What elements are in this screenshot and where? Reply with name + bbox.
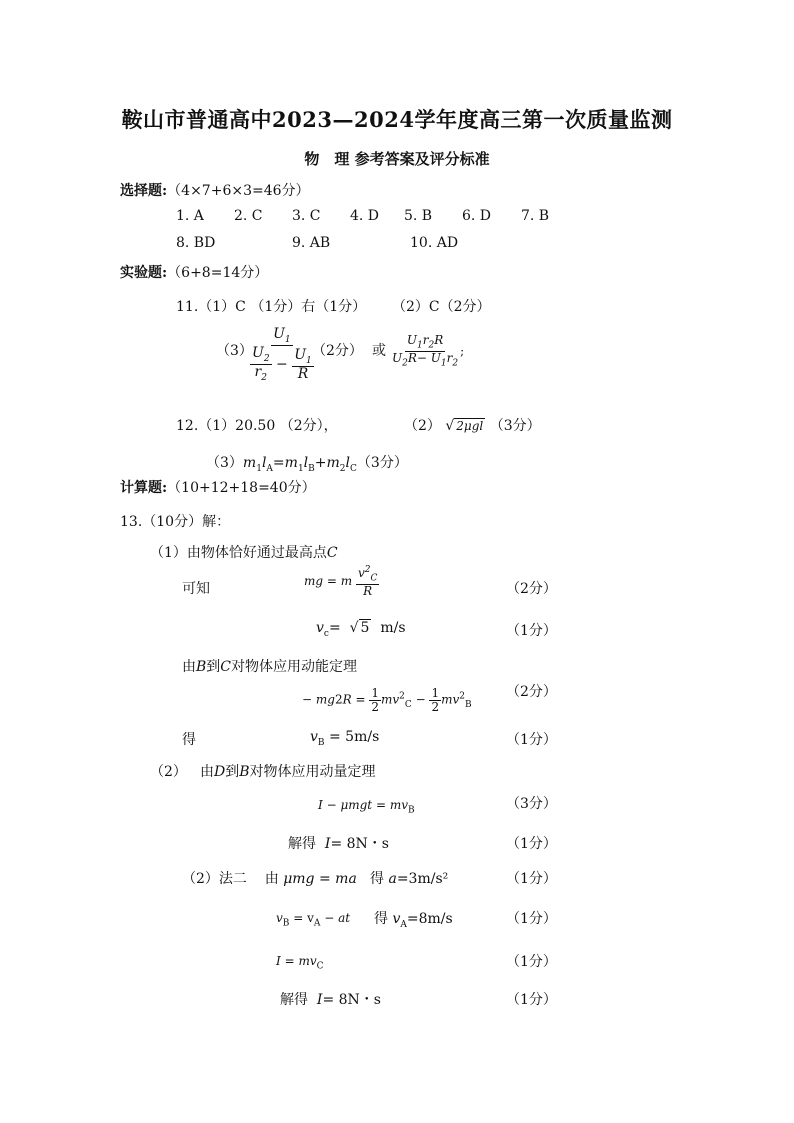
q13-score-h: （1分）	[506, 911, 557, 927]
calc-score: （10+12+18=40分）	[167, 480, 316, 496]
q13-eq-va: $v_B = v_A$ − at	[276, 911, 351, 929]
page-subtitle: 物 理 参考答案及评分标准	[304, 150, 490, 168]
q13-score-a: （2分）	[506, 581, 557, 597]
page-title: 鞍山市普通高中2023—2024学年度高三第一次质量监测	[121, 107, 673, 132]
q13-b-to-c: 由B到C对物体应用动能定理	[182, 659, 358, 675]
q11-formula-2: $\frac{U_1r_2R}{U_2R- U_1r_2}$ ;	[392, 333, 465, 369]
choice-answer-5: 5. B	[404, 208, 433, 224]
q13-va-result: 得 $v_A=8m/s$	[374, 911, 453, 930]
q13-jiede-2: 解得 I= 8N・s	[280, 992, 381, 1008]
choice-section-header	[120, 180, 310, 200]
experiment-section-header	[120, 262, 268, 282]
q13-de: 得	[182, 732, 196, 748]
q13-eq-vc: $v_c=$ √ 5 m/s	[316, 620, 406, 639]
q12-part2	[404, 415, 541, 435]
calc-label: 计算题:	[120, 480, 168, 496]
q13-fa2: （2）法二 由 μmg = ma	[182, 871, 357, 887]
q13-eq-i-mvc: $I = mv_C$	[276, 954, 324, 972]
q13-eq-impulse: $I - \mu mgt = mv_B$	[318, 798, 415, 816]
choice-answer-1: 1. A	[176, 208, 204, 224]
choice-answer-10: 10. AD	[410, 235, 459, 251]
q12-part2-prefix: （2）	[404, 418, 441, 434]
q13-score-g: （1分）	[506, 871, 557, 887]
q12-part2-score: （3分）	[489, 418, 541, 434]
q13-header: 13.（10分）解：	[120, 514, 231, 530]
sqrt-icon: √	[445, 418, 455, 434]
choice-answer-4: 4. D	[350, 208, 380, 224]
choice-score: （4×7+6×3=46分）	[167, 183, 310, 199]
q13-score-i: （1分）	[506, 954, 557, 970]
choice-answer-6: 6. D	[462, 208, 492, 224]
q13-p2-intro: 由D到B对物体应用动量定理	[200, 764, 376, 780]
q11-part2: （2）C（2分）	[392, 299, 491, 315]
q13-score-j: （1分）	[506, 992, 557, 1008]
q12-part3-score: （3分）	[356, 455, 408, 471]
q12-part3-prefix: （3）	[206, 455, 243, 471]
q13-p2-label: （2）	[150, 764, 187, 780]
sqrt-icon-2: √	[349, 620, 359, 636]
q13-eq-energy: − mg2R = $\frac{1}{2}$ $mv^2_C$ − $\frac{1}{2}$ $mv^2_B$	[302, 686, 472, 714]
q13-jiede-1: 解得 I= 8N・s	[288, 836, 389, 852]
q11-part3-or: 或	[372, 343, 386, 359]
q13-score-b: （1分）	[506, 623, 557, 639]
q11-formula-1: $U_1$ $\frac{U_2}{r_2}$ − $\frac{U_1}{R}$	[252, 326, 312, 384]
q11-part1: 11.（1）C （1分）右（1分）	[176, 299, 367, 315]
q13-score-d: （1分）	[506, 732, 557, 748]
q11-part3-score: （2分）	[312, 343, 363, 359]
experiment-score: （6+8=14分）	[167, 265, 269, 281]
experiment-label: 实验题:	[120, 265, 168, 281]
q13-p1-intro: （1）由物体恰好通过最高点C	[150, 545, 338, 561]
choice-answer-8: 8. BD	[176, 235, 216, 251]
q12-part3: $(3)m_1l_A=m_1l_B+m_2l_C(3$分）	[206, 455, 408, 474]
choice-answer-3: 3. C	[292, 208, 321, 224]
calc-section-header	[120, 477, 316, 497]
q11-part3-prefix: （3）	[216, 343, 253, 359]
q13-score-f: （1分）	[506, 836, 557, 852]
choice-answer-7: 7. B	[521, 208, 550, 224]
q13-score-e: （3分）	[506, 796, 557, 812]
choice-answer-2: 2. C	[234, 208, 263, 224]
q13-score-c: （2分）	[506, 684, 557, 700]
q12-sqrt-value: 2μgl	[456, 419, 484, 433]
q13-eq-mg: mg = m $\frac{v^2_C}{R}$	[304, 565, 378, 598]
q12-part1: 12.（1）20.50 （2分），	[176, 418, 338, 434]
q13-eq-vb: $v_B = 5m/s$	[310, 729, 380, 748]
q13-kezhi: 可知	[182, 581, 210, 597]
q13-fa2-result: 得 a=3m/s²	[370, 871, 449, 887]
choice-label: 选择题:	[120, 183, 168, 199]
choice-answer-9: 9. AB	[292, 235, 331, 251]
